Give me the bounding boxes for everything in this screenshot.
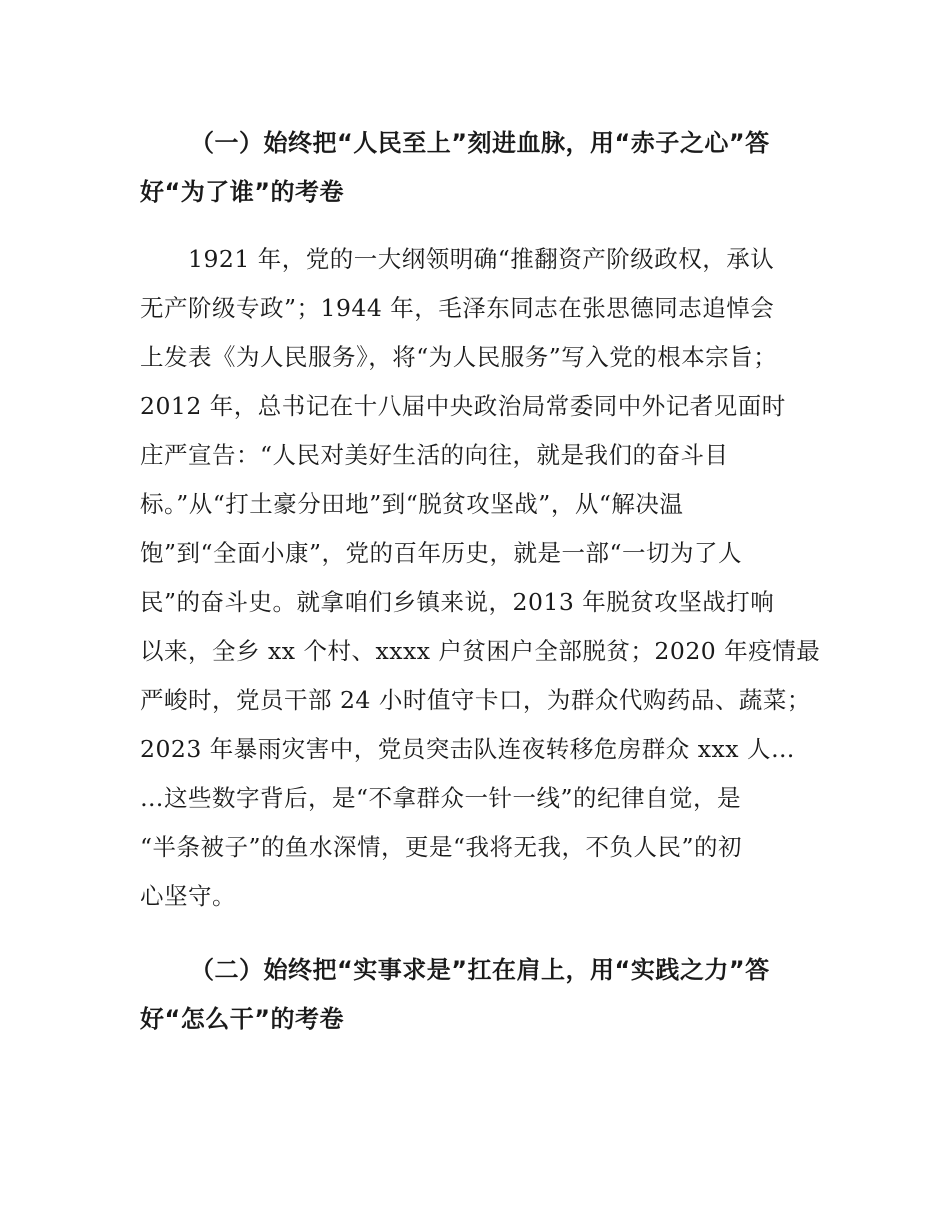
- paragraph-line-10: 严峻时，党员干部 24 小时值守卡口，为群众代购药品、蔬菜；: [140, 686, 811, 714]
- section-2-heading-line-2: 好“怎么干”的考卷: [140, 1005, 345, 1033]
- paragraph-line-13: “半条被子”的鱼水深情，更是“我将无我，不负人民”的初: [140, 833, 743, 861]
- paragraph-line-2: 无产阶级专政”；1944 年，毛泽东同志在张思德同志追悼会: [140, 294, 775, 322]
- paragraph-line-7: 饱”到“全面小康”，党的百年历史，就是一部“一切为了人: [140, 539, 743, 567]
- section-2-heading-line-1: （二）始终把“实事求是”扛在肩上，用“实践之力”答: [190, 956, 770, 984]
- paragraph-line-8: 民”的奋斗史。就拿咱们乡镇来说，2013 年脱贫攻坚战打响: [140, 588, 775, 616]
- paragraph-line-6: 标。”从“打土豪分田地”到“脱贫攻坚战”，从“解决温: [140, 490, 684, 518]
- section-1-heading-line-1: （一）始终把“人民至上”刻进血脉，用“赤子之心”答: [190, 129, 770, 157]
- section-1-heading-line-2: 好“为了谁”的考卷: [140, 178, 345, 206]
- paragraph-line-1: 1921 年，党的一大纲领明确“推翻资产阶级政权，承认: [188, 245, 775, 273]
- paragraph-line-4: 2012 年，总书记在十八届中央政治局常委同中外记者见面时: [140, 392, 786, 420]
- paragraph-line-11: 2023 年暴雨灾害中，党员突击队连夜转移危房群众 xxx 人…: [140, 735, 795, 763]
- paragraph-line-9: 以来，全乡 xx 个村、xxxx 户贫困户全部脱贫；2020 年疫情最: [140, 637, 821, 665]
- paragraph-line-14: 心坚守。: [140, 882, 236, 910]
- paragraph-line-5: 庄严宣告：“人民对美好生活的向往，就是我们的奋斗目: [140, 441, 729, 469]
- paragraph-line-3: 上发表《为人民服务》，将“为人民服务”写入党的根本宗旨；: [140, 343, 778, 371]
- paragraph-line-12: …这些数字背后，是“不拿群众一针一线”的纪律自觉，是: [140, 784, 742, 812]
